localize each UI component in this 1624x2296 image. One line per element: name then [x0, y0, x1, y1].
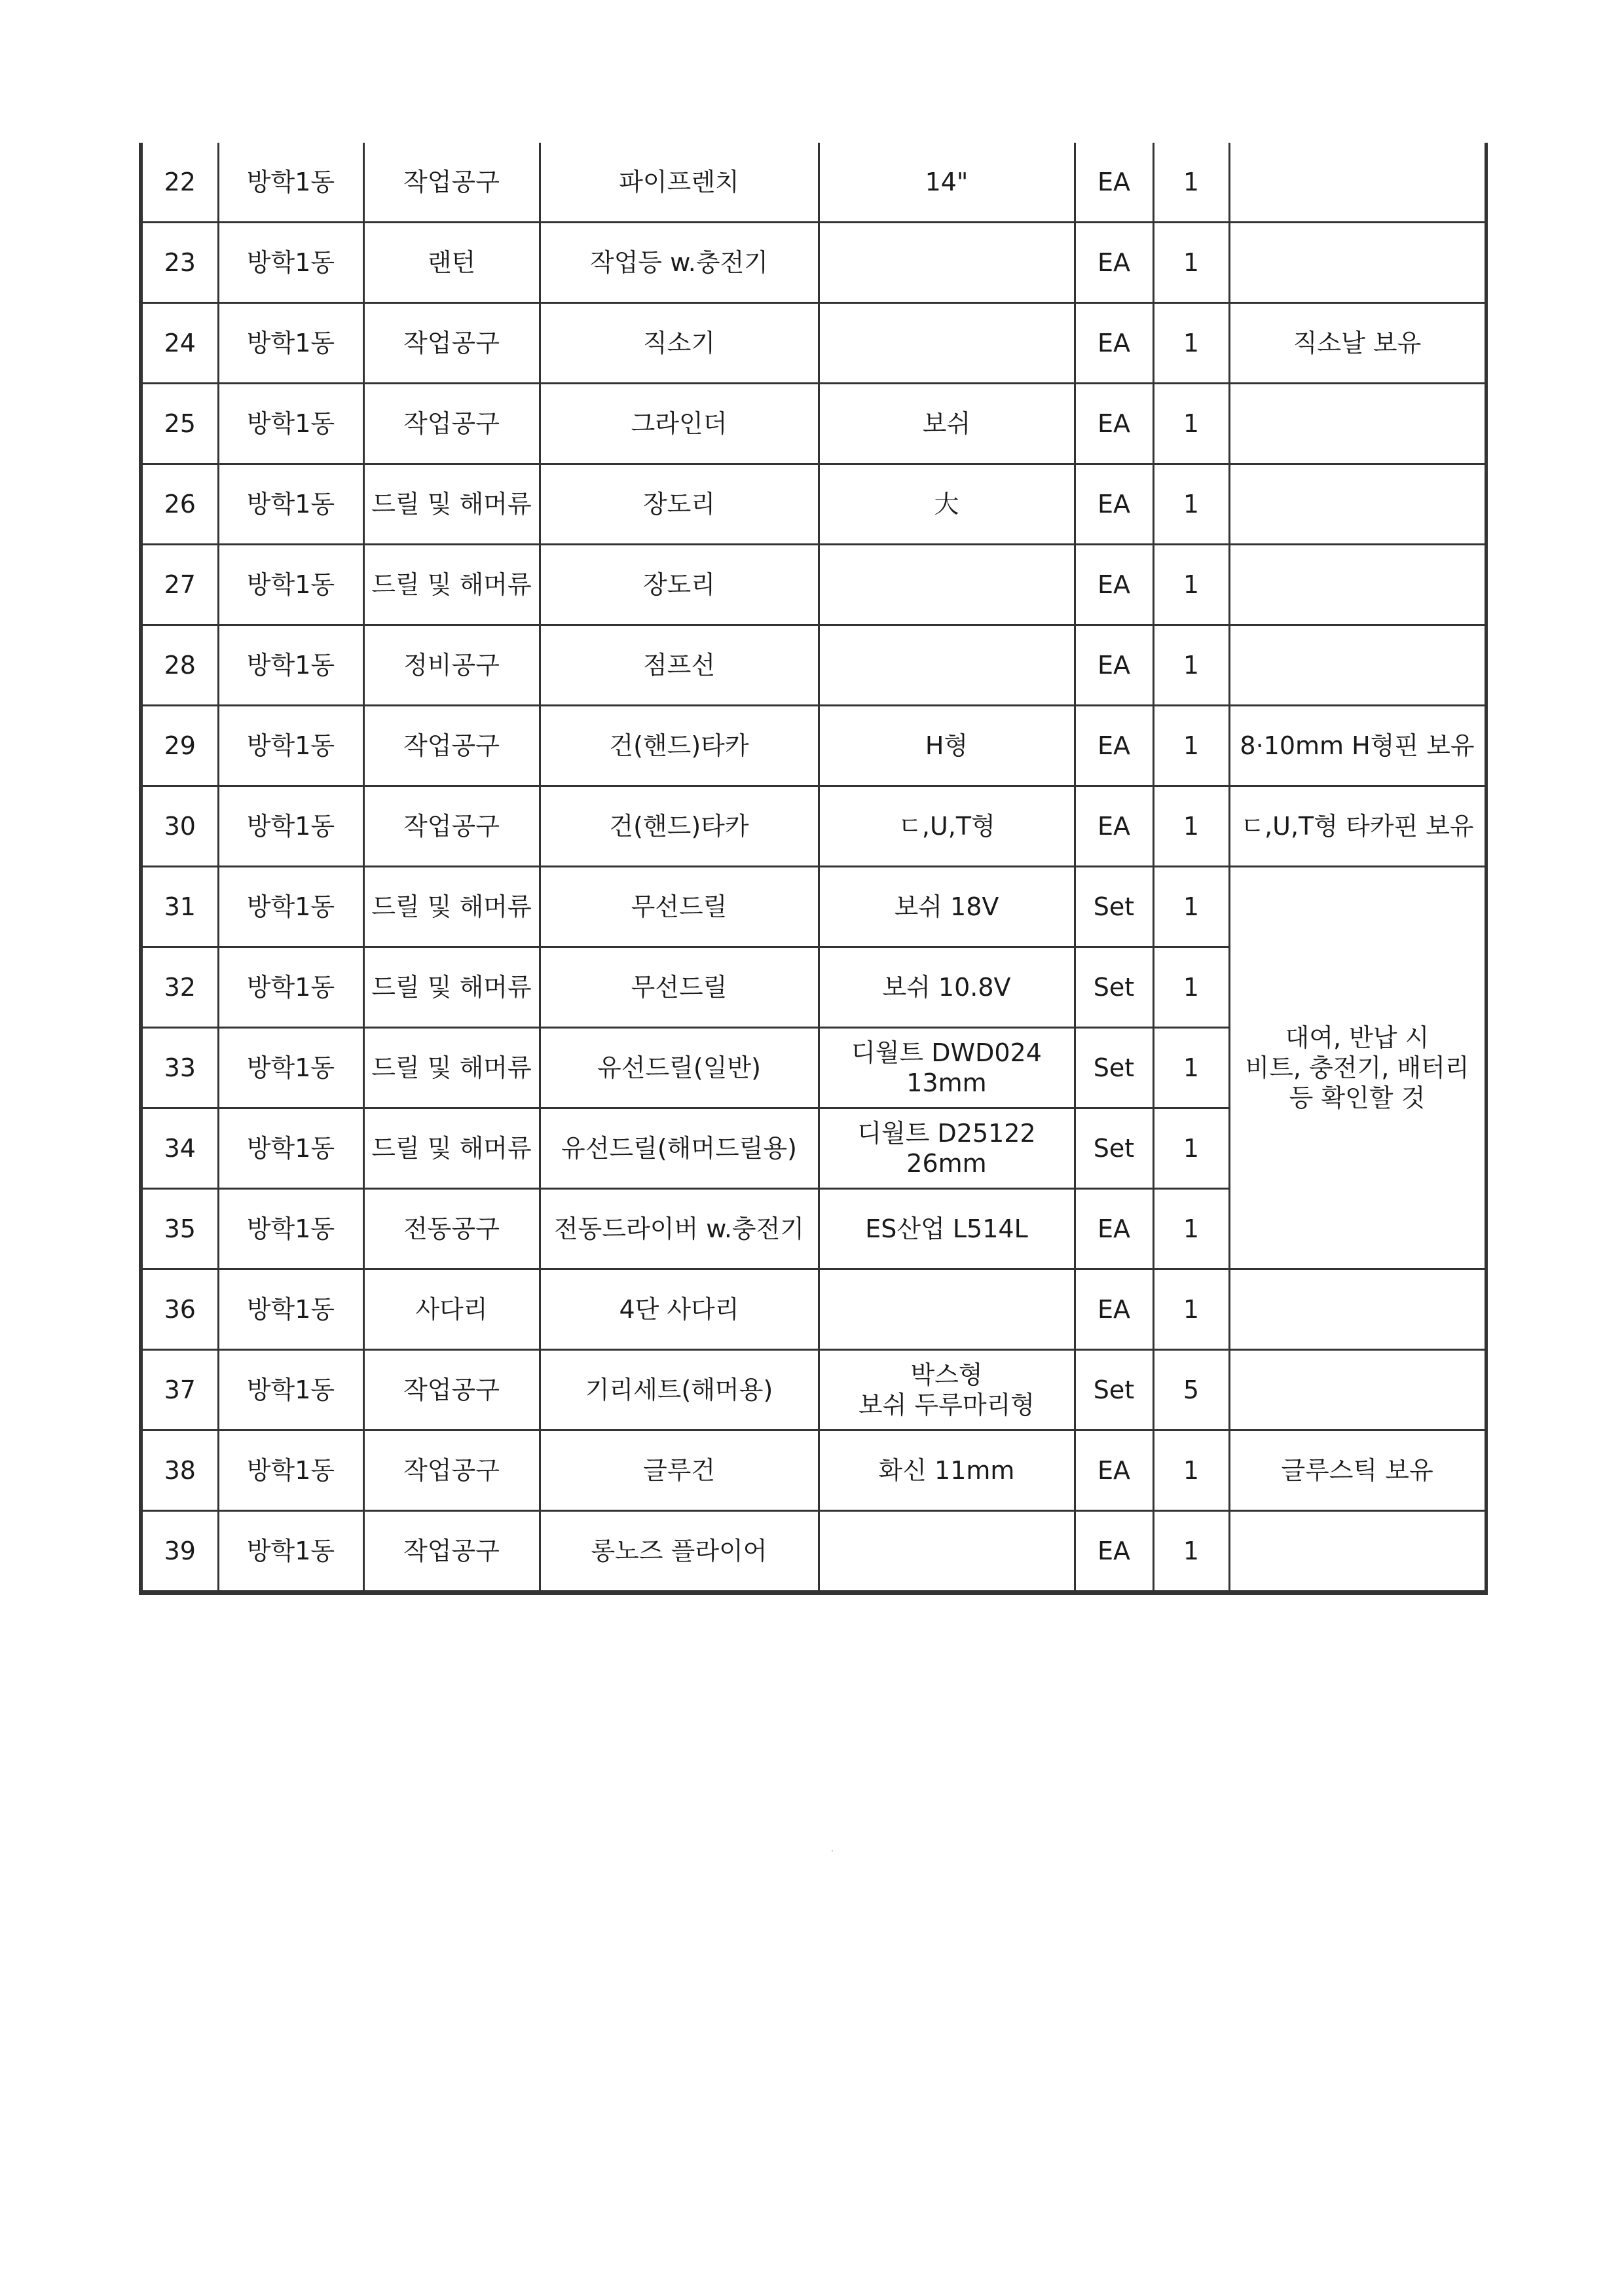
note-cell — [1229, 384, 1486, 464]
spec-line: 13mm — [906, 1068, 987, 1097]
spec-cell — [819, 1028, 1075, 1108]
row-number-cell: 38 — [141, 1430, 218, 1511]
site-cell: 방학1동 — [218, 303, 363, 384]
spec-cell — [819, 1430, 1075, 1511]
table-row — [141, 143, 1486, 223]
table-row — [141, 625, 1486, 706]
quantity-cell: 1 — [1153, 1028, 1229, 1108]
site-cell: 방학1동 — [218, 464, 363, 545]
quantity-cell: 1 — [1153, 464, 1229, 545]
item-name-cell: 롱노즈 플라이어 — [540, 1511, 819, 1593]
quantity-cell: 1 — [1153, 545, 1229, 625]
category-cell: 정비공구 — [363, 625, 540, 706]
row-number-cell: 31 — [141, 867, 218, 947]
table-row — [141, 384, 1486, 464]
site-cell: 방학1동 — [218, 786, 363, 867]
site-cell: 방학1동 — [218, 867, 363, 947]
site-cell: 방학1동 — [218, 1430, 363, 1511]
site-cell: 방학1동 — [218, 1511, 363, 1593]
item-name-cell: 유선드릴(일반) — [540, 1028, 819, 1108]
unit-cell: Set — [1075, 1108, 1153, 1189]
site-cell: 방학1동 — [218, 143, 363, 223]
category-cell: 사다리 — [363, 1269, 540, 1350]
note-cell — [1229, 143, 1486, 223]
quantity-cell: 1 — [1153, 786, 1229, 867]
quantity-cell: 1 — [1153, 1189, 1229, 1269]
item-name-cell: 유선드릴(해머드릴용) — [540, 1108, 819, 1189]
unit-cell: Set — [1075, 1028, 1153, 1108]
row-number-cell: 29 — [141, 706, 218, 786]
table-row — [141, 867, 1486, 947]
spec-line: 박스형 — [910, 1360, 983, 1389]
spec-cell — [819, 706, 1075, 786]
spec-cell — [819, 384, 1075, 464]
quantity-cell: 1 — [1153, 303, 1229, 384]
table-row — [141, 303, 1486, 384]
spec-cell — [819, 1350, 1075, 1430]
merged-note-line: 대여, 반납 시 — [1285, 1023, 1430, 1052]
unit-cell: EA — [1075, 1511, 1153, 1593]
category-cell: 드릴 및 해머류 — [363, 464, 540, 545]
table-row — [141, 1269, 1486, 1350]
spec-line: ㄷ,U,T형 — [898, 812, 995, 841]
row-number-cell: 34 — [141, 1108, 218, 1189]
category-cell: 작업공구 — [363, 1511, 540, 1593]
item-name-cell: 직소기 — [540, 303, 819, 384]
category-cell: 작업공구 — [363, 1350, 540, 1430]
table-row — [141, 1350, 1486, 1430]
quantity-cell: 1 — [1153, 625, 1229, 706]
merged-note-line: 등 확인할 것 — [1289, 1084, 1426, 1112]
note-cell — [1229, 1350, 1486, 1430]
unit-cell: EA — [1075, 1430, 1153, 1511]
spec-cell — [819, 143, 1075, 223]
spec-line: 大 — [934, 490, 959, 519]
row-number-cell: 37 — [141, 1350, 218, 1430]
quantity-cell: 1 — [1153, 384, 1229, 464]
spec-cell — [819, 464, 1075, 545]
unit-cell: EA — [1075, 545, 1153, 625]
site-cell: 방학1동 — [218, 1350, 363, 1430]
category-cell: 작업공구 — [363, 143, 540, 223]
row-number-cell: 22 — [141, 143, 218, 223]
row-number-cell: 25 — [141, 384, 218, 464]
quantity-cell: 1 — [1153, 947, 1229, 1028]
category-cell: 작업공구 — [363, 1430, 540, 1511]
tool-inventory-table — [139, 143, 1488, 1595]
row-number-cell: 26 — [141, 464, 218, 545]
spec-cell — [819, 625, 1075, 706]
row-number-cell: 32 — [141, 947, 218, 1028]
quantity-cell: 1 — [1153, 867, 1229, 947]
merged-note-cell — [1229, 867, 1486, 1269]
spec-line: 보쉬 — [922, 409, 971, 438]
quantity-cell: 1 — [1153, 1511, 1229, 1593]
row-number-cell: 28 — [141, 625, 218, 706]
unit-cell: Set — [1075, 867, 1153, 947]
item-name-cell: 그라인더 — [540, 384, 819, 464]
note-cell: 8·10mm H형핀 보유 — [1229, 706, 1486, 786]
item-name-cell: 글루건 — [540, 1430, 819, 1511]
quantity-cell: 1 — [1153, 1430, 1229, 1511]
note-cell — [1229, 545, 1486, 625]
unit-cell: EA — [1075, 625, 1153, 706]
item-name-cell: 기리세트(해머용) — [540, 1350, 819, 1430]
table-row — [141, 545, 1486, 625]
site-cell: 방학1동 — [218, 1108, 363, 1189]
item-name-cell: 장도리 — [540, 464, 819, 545]
table-row — [141, 1430, 1486, 1511]
spec-line: 디월트 D25122 — [857, 1119, 1036, 1148]
category-cell: 작업공구 — [363, 786, 540, 867]
row-number-cell: 24 — [141, 303, 218, 384]
unit-cell: EA — [1075, 143, 1153, 223]
category-cell: 랜턴 — [363, 223, 540, 303]
note-cell: ㄷ,U,T형 타카핀 보유 — [1229, 786, 1486, 867]
table-row — [141, 786, 1486, 867]
unit-cell: Set — [1075, 947, 1153, 1028]
category-cell: 작업공구 — [363, 384, 540, 464]
spec-line: H형 — [925, 731, 969, 760]
spec-line: 화신 11mm — [878, 1456, 1015, 1485]
spec-cell — [819, 1511, 1075, 1593]
site-cell: 방학1동 — [218, 1189, 363, 1269]
spec-cell — [819, 223, 1075, 303]
item-name-cell: 파이프렌치 — [540, 143, 819, 223]
unit-cell: EA — [1075, 223, 1153, 303]
unit-cell: Set — [1075, 1350, 1153, 1430]
unit-cell: EA — [1075, 1269, 1153, 1350]
item-name-cell: 4단 사다리 — [540, 1269, 819, 1350]
category-cell: 드릴 및 해머류 — [363, 867, 540, 947]
note-cell: 직소날 보유 — [1229, 303, 1486, 384]
row-number-cell: 36 — [141, 1269, 218, 1350]
unit-cell: EA — [1075, 464, 1153, 545]
spec-line: 보쉬 두루마리형 — [858, 1391, 1035, 1419]
unit-cell: EA — [1075, 384, 1153, 464]
spec-cell — [819, 303, 1075, 384]
site-cell: 방학1동 — [218, 625, 363, 706]
quantity-cell: 1 — [1153, 1269, 1229, 1350]
note-cell — [1229, 464, 1486, 545]
site-cell: 방학1동 — [218, 223, 363, 303]
table-row — [141, 464, 1486, 545]
item-name-cell: 전동드라이버 w.충전기 — [540, 1189, 819, 1269]
merged-note-line: 비트, 충전기, 배터리 — [1245, 1053, 1469, 1082]
category-cell: 작업공구 — [363, 303, 540, 384]
unit-cell: EA — [1075, 1189, 1153, 1269]
spec-line: 보쉬 18V — [894, 892, 999, 921]
category-cell: 드릴 및 해머류 — [363, 1108, 540, 1189]
spec-line: 14" — [925, 168, 969, 196]
spec-cell — [819, 1269, 1075, 1350]
category-cell: 드릴 및 해머류 — [363, 947, 540, 1028]
row-number-cell: 30 — [141, 786, 218, 867]
table-row — [141, 223, 1486, 303]
item-name-cell: 장도리 — [540, 545, 819, 625]
site-cell: 방학1동 — [218, 706, 363, 786]
category-cell: 드릴 및 해머류 — [363, 545, 540, 625]
note-cell — [1229, 1269, 1486, 1350]
site-cell: 방학1동 — [218, 1028, 363, 1108]
unit-cell: EA — [1075, 303, 1153, 384]
site-cell: 방학1동 — [218, 545, 363, 625]
item-name-cell: 작업등 w.충전기 — [540, 223, 819, 303]
table-row — [141, 706, 1486, 786]
row-number-cell: 23 — [141, 223, 218, 303]
category-cell: 드릴 및 해머류 — [363, 1028, 540, 1108]
note-cell — [1229, 625, 1486, 706]
spec-line: ES산업 L514L — [865, 1214, 1028, 1243]
row-number-cell: 27 — [141, 545, 218, 625]
item-name-cell: 무선드릴 — [540, 867, 819, 947]
spec-cell — [819, 947, 1075, 1028]
spec-cell — [819, 867, 1075, 947]
site-cell: 방학1동 — [218, 384, 363, 464]
site-cell: 방학1동 — [218, 947, 363, 1028]
item-name-cell: 무선드릴 — [540, 947, 819, 1028]
quantity-cell: 5 — [1153, 1350, 1229, 1430]
spec-line: 디월트 DWD024 — [851, 1038, 1042, 1067]
spec-cell — [819, 1189, 1075, 1269]
row-number-cell: 39 — [141, 1511, 218, 1593]
table-body — [141, 143, 1486, 1593]
spec-line: 26mm — [906, 1149, 987, 1178]
spec-cell — [819, 1108, 1075, 1189]
spec-cell — [819, 545, 1075, 625]
item-name-cell: 점프선 — [540, 625, 819, 706]
category-cell: 작업공구 — [363, 706, 540, 786]
quantity-cell: 1 — [1153, 223, 1229, 303]
note-cell — [1229, 1511, 1486, 1593]
table-row — [141, 1511, 1486, 1593]
unit-cell: EA — [1075, 786, 1153, 867]
spec-line: 보쉬 10.8V — [882, 973, 1011, 1002]
scan-speck — [832, 1850, 833, 1851]
quantity-cell: 1 — [1153, 143, 1229, 223]
row-number-cell: 35 — [141, 1189, 218, 1269]
quantity-cell: 1 — [1153, 706, 1229, 786]
item-name-cell: 건(핸드)타카 — [540, 706, 819, 786]
spec-cell — [819, 786, 1075, 867]
site-cell: 방학1동 — [218, 1269, 363, 1350]
note-cell — [1229, 223, 1486, 303]
note-cell: 글루스틱 보유 — [1229, 1430, 1486, 1511]
row-number-cell: 33 — [141, 1028, 218, 1108]
unit-cell: EA — [1075, 706, 1153, 786]
quantity-cell: 1 — [1153, 1108, 1229, 1189]
item-name-cell: 건(핸드)타카 — [540, 786, 819, 867]
category-cell: 전동공구 — [363, 1189, 540, 1269]
